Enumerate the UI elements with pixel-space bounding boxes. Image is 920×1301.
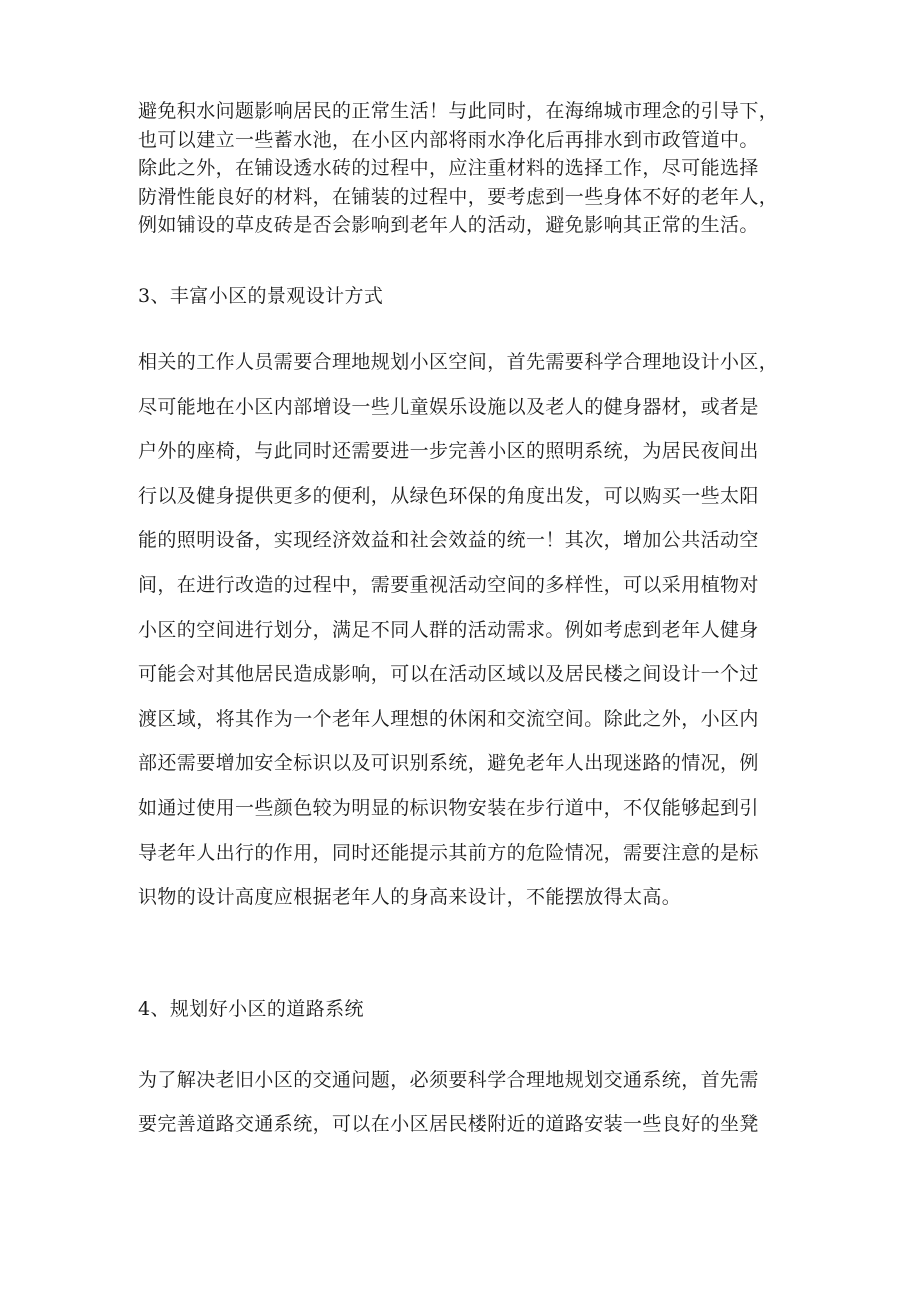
paragraph-drainage	[138, 97, 788, 240]
text-line: 也可以建立一些蓄水池，在小区内部将雨水净化后再排水到市政管道中。	[138, 128, 759, 151]
text-line: 小区的空间进行划分，满足不同人群的活动需求。例如考虑到老年人健身	[138, 618, 759, 641]
text-line: 部还需要增加安全标识以及可识别系统，避免老年人出现迷路的情况，例	[138, 752, 759, 775]
section-heading-4	[138, 994, 788, 1024]
section-heading-3	[138, 281, 788, 311]
text-line: 防滑性能良好的材料，在铺装的过程中，要考虑到一些身体不好的老年人，	[138, 185, 779, 208]
paragraph-landscape	[138, 340, 788, 920]
heading-text: 3、丰富小区的景观设计方式	[138, 285, 384, 307]
text-line: 要完善道路交通系统，可以在小区居民楼附近的道路安装一些良好的坐凳	[138, 1113, 759, 1135]
text-line: 除此之外，在铺设透水砖的过程中，应注重材料的选择工作，尽可能选择	[138, 157, 759, 180]
text-line: 避免积水问题影响居民的正常生活！与此同时，在海绵城市理念的引导下，	[138, 100, 779, 122]
text-line: 可能会对其他居民造成影响，可以在活动区域以及居民楼之间设计一个过	[138, 663, 759, 686]
text-line: 为了解决老旧小区的交通问题，必须要科学合理地规划交通系统，首先需	[138, 1069, 759, 1091]
text-line: 例如铺设的草皮砖是否会影响到老年人的活动，避免影响其正常的生活。	[138, 214, 759, 237]
text-line: 尽可能地在小区内部增设一些儿童娱乐设施以及老人的健身器材，或者是	[138, 395, 759, 418]
paragraph-roads	[138, 1058, 788, 1146]
text-line: 户外的座椅，与此同时还需要进一步完善小区的照明系统，为居民夜间出	[138, 440, 759, 463]
text-line: 渡区域，将其作为一个老年人理想的休闲和交流空间。除此之外，小区内	[138, 707, 759, 730]
text-line: 相关的工作人员需要合理地规划小区空间，首先需要科学合理地设计小区，	[138, 351, 779, 373]
text-line: 行以及健身提供更多的便利，从绿色环保的角度出发，可以购买一些太阳	[138, 484, 759, 507]
text-line: 识物的设计高度应根据老年人的身高来设计，不能摆放得太高。	[138, 886, 682, 909]
text-line: 间，在进行改造的过程中，需要重视活动空间的多样性，可以采用植物对	[138, 573, 759, 596]
heading-text: 4、规划好小区的道路系统	[138, 998, 364, 1020]
text-line: 能的照明设备，实现经济效益和社会效益的统一！其次，增加公共活动空	[138, 529, 759, 552]
text-line: 如通过使用一些颜色较为明显的标识物安装在步行道中，不仅能够起到引	[138, 796, 759, 819]
text-line: 导老年人出行的作用，同时还能提示其前方的危险情况，需要注意的是标	[138, 841, 759, 864]
